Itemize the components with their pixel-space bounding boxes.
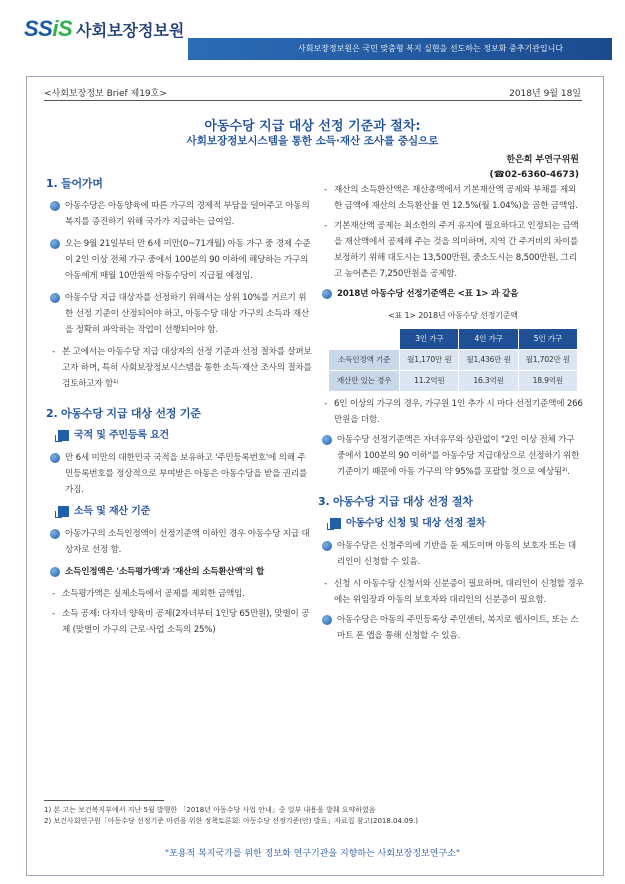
table-header-row	[329, 329, 578, 350]
author-name: 한은희 부연구위원	[506, 155, 579, 165]
footnote-divider	[44, 800, 164, 801]
logo-mark: SSiS	[24, 16, 73, 41]
subsection-heading: 소득 및 재산 기준	[58, 504, 312, 520]
dash-icon: -	[52, 589, 55, 599]
ssis-logo	[24, 16, 184, 42]
list-item	[50, 290, 312, 338]
bullet-icon	[50, 453, 60, 463]
list-item	[50, 198, 312, 230]
table-row	[329, 350, 578, 371]
table-cell: 월1,170만 원	[400, 350, 459, 371]
dash-icon: -	[52, 347, 55, 357]
page-title: 아동수당 지급 대상 선정 기준과 절차:	[204, 119, 421, 134]
bullet-text: 아동가구의 소득인정액이 선정기준액 이하인 경우 아동수당 지급 대상자로 선정 함.	[65, 529, 310, 555]
dash-text: 본 고에서는 아동수당 지급 대상자의 선정 기준과 선정 절차를 살펴보고자 하며, 특히 사회보장정보시스템을 통한 소득·재산 조사의 절차를 검토하고자 함¹⁾	[62, 347, 312, 389]
table-row	[329, 371, 578, 392]
dash-icon: -	[324, 579, 327, 589]
dash-text: 소득평가액은 실제소득에서 공제를 제외한 금액임.	[62, 589, 245, 599]
table-cell: 11.2억원	[400, 371, 459, 392]
bullet-text: 오는 9월 21일부터 만 6세 미만(0~71개월) 아동 가구 중 경제 수준이 2인 이상 전체 가구 중에서 100분의 90 이하에 해당하는 가구의 아동에게 매월 10만원씩 아동수당이 지급될 예정임.	[65, 239, 311, 281]
footnotes	[44, 805, 418, 827]
left-column	[46, 176, 312, 642]
right-column	[318, 182, 584, 650]
footnote: 1) 본 고는 보건복지부에서 지난 5월 발행한 「2018년 아동수당 사업 안내」중 일부 내용을 발췌 요약하였음	[44, 806, 376, 814]
author-block	[489, 153, 579, 183]
dash-text: 신청 시 아동수당 신청서와 신분증이 필요하며, 대리인이 신청할 경우에는 위임장과 아동의 보호자와 대리인의 신분증이 필요함.	[334, 579, 584, 605]
list-item	[50, 526, 312, 558]
subsection-heading: 국적 및 주민등록 요건	[58, 428, 312, 444]
list-item	[322, 396, 584, 428]
list-item	[322, 218, 584, 282]
bullet-icon	[50, 529, 60, 539]
bullet-text: 아동수당 지급 대상자를 선정하기 위해서는 상위 10%를 거르기 위한 선정 기준이 산정되어야 하고, 아동수당 대상 가구의 소득과 재산을 정확히 파악하는 작업이 선행되어야 함.	[65, 293, 310, 335]
table-cell: 재산만 있는 경우	[329, 371, 400, 392]
dash-text: 소득 공제: 다자녀 양육비 공제(2자녀부터 1인당 65만원), 맞벌이 공제 (맞벌이 가구의 근로·사업 소득의 25%)	[62, 609, 310, 635]
dash-text: 기본재산액 공제는 최소한의 주거 유지에 필요하다고 인정되는 금액을 재산액에서 공제해 주는 것을 의미하며, 지역 간 주거비의 차이를 보정하기 위해 대도시는 13,500만원, 중소도시는 8,500만원, 그리고 농어촌은 7,250만원을 공제함.	[334, 221, 579, 279]
header-tagline: 사회보장정보원은 국민 맞춤형 복지 실현을 선도하는 정보화 중추기관입니다	[188, 38, 612, 60]
meta-divider	[44, 100, 582, 101]
section-2-heading: 2. 아동수당 지급 대상 선정 기준	[46, 407, 201, 420]
list-item	[322, 612, 584, 644]
dash-icon: -	[324, 399, 327, 409]
list-item	[50, 606, 312, 638]
table-header-cell: 4인 가구	[459, 329, 518, 350]
table-cell: 월1,436만 원	[459, 350, 518, 371]
table-cell: 소득인정액 기준	[329, 350, 400, 371]
subsection-heading: 아동수당 신청 및 대상 선정 절차	[330, 516, 584, 532]
list-item	[322, 538, 584, 570]
table-header-cell	[329, 329, 400, 350]
list-item	[322, 286, 584, 302]
page-subtitle: 사회보장정보시스템을 통한 소득·재산 조사를 중심으로	[186, 135, 439, 147]
logo-name: 사회보장정보원	[76, 21, 185, 40]
brief-date: 2018년 9월 18일	[509, 89, 581, 99]
section-3-heading: 3. 아동수당 지급 대상 선정 절차	[318, 495, 473, 508]
dash-icon: -	[52, 609, 55, 619]
bullet-icon	[50, 567, 60, 577]
table-cell: 18.9억원	[518, 371, 577, 392]
table-header-cell: 5인 가구	[518, 329, 577, 350]
bullet-icon	[50, 201, 60, 211]
criteria-table	[328, 328, 578, 392]
bullet-text: 아동수당은 아동의 주민등록상 주민센터, 복지로 웹사이트, 또는 스마트 폰 앱을 통해 신청할 수 있음.	[337, 615, 579, 641]
list-item	[50, 586, 312, 602]
list-item	[322, 432, 584, 480]
bullet-icon	[322, 435, 332, 445]
bullet-icon	[50, 239, 60, 249]
list-item	[322, 576, 584, 608]
bullet-icon	[322, 541, 332, 551]
dash-icon: -	[324, 221, 327, 231]
bullet-text: 만 6세 미만의 대한민국 국적을 보유하고 '주민등록번호'에 의해 주민등록번호를 정상적으로 부여받은 아동은 아동수당을 받을 권리를 가짐.	[65, 453, 308, 495]
list-item	[50, 564, 312, 580]
list-item	[50, 236, 312, 284]
bullet-text: 2018년 아동수당 선정기준액은 <표 1> 과 같음	[337, 289, 519, 299]
bullet-text: 아동수당은 신청주의에 기반을 둔 제도이며 아동의 보호자 또는 대리인이 신청할 수 있음.	[337, 541, 576, 567]
bullet-icon	[50, 293, 60, 303]
table-title: <표 1> 2018년 아동수당 선정기준액	[388, 311, 518, 320]
bullet-text: 소득인정액은 '소득평가액'과 '재산의 소득환산액'의 합	[65, 567, 265, 577]
list-item	[50, 344, 312, 392]
bullet-text: 아동수당 선정기준액은 자녀유무와 상관없이 "2인 이상 전체 가구 중에서 100분의 90 이하"를 아동수당 지급대상으로 선정하기 위한 기준이기 때문에 아동 가구의 약 95%를 포괄할 것으로 예상됨²⁾.	[337, 435, 580, 477]
footnote: 2) 보건사회연구원「아동수당 선정기준 마련을 위한 정책토론회: 아동수당 선정기준(안) 발표」자료집 참고(2018.04.09.)	[44, 817, 419, 825]
list-item	[50, 450, 312, 498]
institute-slogan: "포용적 복지국가를 위한 정보화 연구기관을 지향하는 사회보장정보연구소"	[165, 849, 460, 859]
section-1-heading: 1. 들어가며	[46, 177, 103, 190]
brief-series: <사회보장정보 Brief 제19호>	[44, 89, 167, 99]
bullet-text: 아동수당은 아동양육에 따른 가구의 경제적 부담을 덜어주고 아동의 복지를 증진하기 위해 국가가 지급하는 급여임.	[65, 201, 310, 227]
dash-text: 재산의 소득환산액은 재산총액에서 기본재산액 공제와 부채를 제외한 금액에 재산의 소득환산율 연 12.5%(월 1.04%)을 곱한 금액임.	[334, 185, 578, 211]
bullet-icon	[322, 289, 332, 299]
table-header-cell: 3인 가구	[400, 329, 459, 350]
author-phone: (☎02-6360-4673)	[489, 170, 579, 180]
table-cell: 월1,702만 원	[518, 350, 577, 371]
list-item	[322, 182, 584, 214]
page-header	[20, 8, 612, 62]
bullet-icon	[322, 615, 332, 625]
dash-icon: -	[324, 185, 327, 195]
dash-text: 6인 이상의 가구의 경우, 가구원 1인 추가 시 마다 선정기준액에 266만원을 더함.	[334, 399, 583, 425]
table-cell: 16.3억원	[459, 371, 518, 392]
